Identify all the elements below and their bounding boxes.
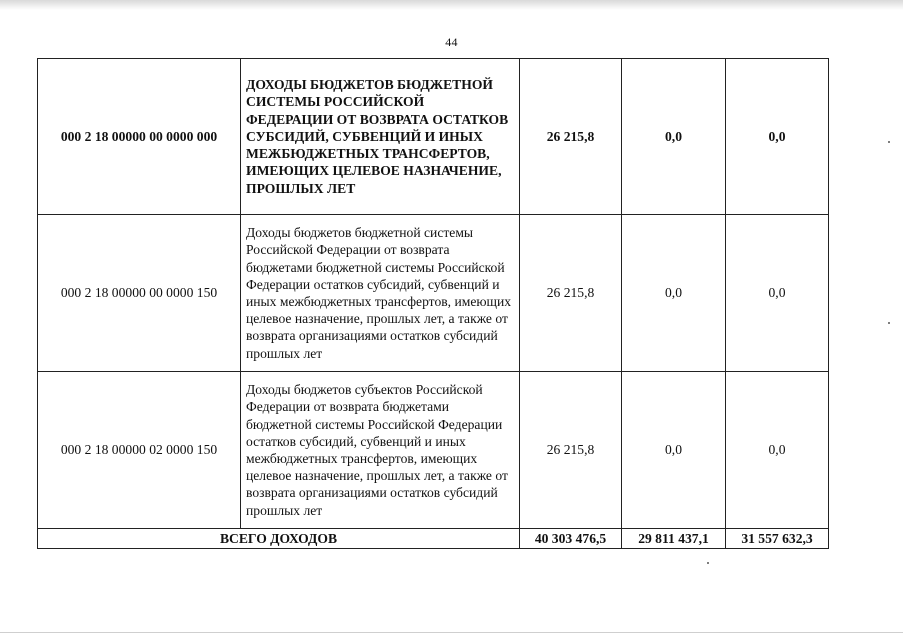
revenue-name-cell: Доходы бюджетов бюджетной системы Российской Федерации от возврата бюджетами бюджетной системы Российской Федерации остатков субсидий, субвенций и иных межбюджетных трансфертов, имеющих целевое назначение, прошлых лет, а также от возврата организациями остатков субсидий прошлых лет: [241, 215, 520, 372]
value-year1-cell: 26 215,8: [520, 59, 622, 215]
table-row: [38, 59, 829, 215]
total-year1-cell: 40 303 476,5: [520, 529, 622, 549]
total-year2-cell: 29 811 437,1: [622, 529, 726, 549]
value-year3-cell: 0,0: [726, 372, 829, 529]
value-year2-cell: 0,0: [622, 59, 726, 215]
value-year1-cell: 26 215,8: [520, 372, 622, 529]
revenue-name-cell: Доходы бюджетов субъектов Российской Федерации от возврата бюджетами бюджетной системы Российской Федерации остатков субсидий, субвенций и иных межбюджетных трансфертов, имеющих целевое назначение, прошлых лет, а также от возврата организациями остатков субсидий прошлых лет: [241, 372, 520, 529]
revenue-table: [37, 58, 829, 549]
total-row: [38, 529, 829, 549]
page-number: 44: [445, 35, 458, 49]
revenue-name-cell: ДОХОДЫ БЮДЖЕТОВ БЮДЖЕТНОЙ СИСТЕМЫ РОССИЙСКОЙ ФЕДЕРАЦИИ ОТ ВОЗВРАТА ОСТАТКОВ СУБСИДИЙ, СУБВЕНЦИЙ И ИНЫХ МЕЖБЮДЖЕТНЫХ ТРАНСФЕРТОВ, ИМЕЮЩИХ ЦЕЛЕВОЕ НАЗНАЧЕНИЕ, ПРОШЛЫХ ЛЕТ: [241, 59, 520, 215]
value-year2-cell: 0,0: [622, 215, 726, 372]
budget-code-cell: 000 2 18 00000 00 0000 150: [38, 215, 241, 372]
budget-code-cell: 000 2 18 00000 02 0000 150: [38, 372, 241, 529]
scan-bottom-edge: [0, 632, 903, 633]
table-row: [38, 372, 829, 529]
total-year3-cell: 31 557 632,3: [726, 529, 829, 549]
value-year2-cell: 0,0: [622, 372, 726, 529]
value-year3-cell: 0,0: [726, 59, 829, 215]
scan-speck: [707, 562, 709, 564]
scan-top-edge: [0, 0, 903, 10]
budget-code-cell: 000 2 18 00000 00 0000 000: [38, 59, 241, 215]
value-year1-cell: 26 215,8: [520, 215, 622, 372]
scan-speck: [888, 322, 890, 324]
total-label: ВСЕГО ДОХОДОВ: [38, 529, 520, 549]
table-row: [38, 215, 829, 372]
scan-speck: [888, 141, 890, 143]
value-year3-cell: 0,0: [726, 215, 829, 372]
